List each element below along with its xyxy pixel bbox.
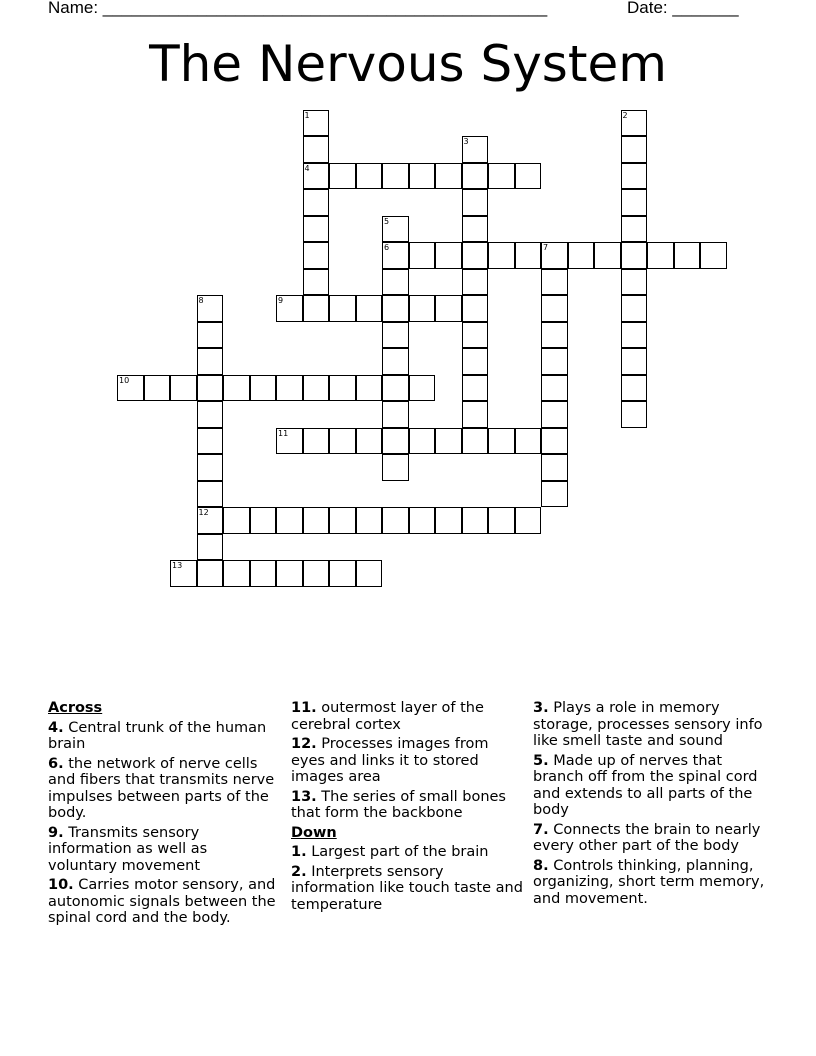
crossword-cell[interactable] bbox=[303, 163, 330, 190]
crossword-cell[interactable] bbox=[223, 507, 250, 534]
clue-number: 3. bbox=[533, 700, 549, 716]
clue-number: 5. bbox=[533, 752, 549, 769]
crossword-cell[interactable] bbox=[621, 242, 648, 269]
crossword-cell[interactable] bbox=[435, 507, 462, 534]
across-clue bbox=[291, 789, 523, 822]
clue-number: 13. bbox=[291, 788, 317, 805]
crossword-cell[interactable] bbox=[303, 560, 330, 587]
across-clue bbox=[291, 700, 523, 733]
date-line: Date: _______ bbox=[627, 0, 739, 17]
crossword-cell[interactable] bbox=[621, 163, 648, 190]
crossword-cell[interactable] bbox=[303, 216, 330, 243]
crossword-cell[interactable] bbox=[382, 428, 409, 455]
clue-number: 1. bbox=[291, 844, 307, 860]
crossword-cell[interactable] bbox=[250, 375, 277, 402]
crossword-cell[interactable] bbox=[435, 428, 462, 455]
crossword-cell[interactable] bbox=[250, 507, 277, 534]
crossword-cell[interactable] bbox=[356, 295, 383, 322]
clue-text: Processes images from eyes and links it to stored images area bbox=[291, 736, 489, 785]
crossword-cell[interactable] bbox=[435, 295, 462, 322]
crossword-cell[interactable] bbox=[462, 507, 489, 534]
crossword-cell[interactable] bbox=[515, 428, 542, 455]
down-clue bbox=[533, 822, 765, 855]
cell-number: 2 bbox=[622, 110, 628, 120]
crossword-cell[interactable] bbox=[488, 428, 515, 455]
crossword-cell[interactable] bbox=[621, 216, 648, 243]
clue-text: Central trunk of the human brain bbox=[48, 719, 267, 752]
crossword-cell[interactable] bbox=[621, 375, 648, 402]
crossword-cell[interactable] bbox=[541, 295, 568, 322]
crossword-cell[interactable] bbox=[382, 269, 409, 296]
crossword-cell[interactable] bbox=[462, 242, 489, 269]
crossword-cell[interactable] bbox=[250, 560, 277, 587]
crossword-cell[interactable] bbox=[356, 507, 383, 534]
crossword-cell[interactable] bbox=[409, 507, 436, 534]
clue-number: 6. bbox=[48, 755, 64, 772]
crossword-cell[interactable] bbox=[674, 242, 701, 269]
crossword-cell[interactable] bbox=[329, 295, 356, 322]
cell-number: 11 bbox=[278, 428, 289, 438]
crossword-cell[interactable] bbox=[541, 481, 568, 508]
clue-number: 4. bbox=[48, 719, 64, 736]
crossword-cell[interactable] bbox=[409, 295, 436, 322]
crossword-cell[interactable] bbox=[356, 163, 383, 190]
down-clue bbox=[533, 753, 765, 819]
crossword-cell[interactable] bbox=[303, 375, 330, 402]
crossword-cell[interactable] bbox=[382, 242, 409, 269]
crossword-cell[interactable] bbox=[409, 242, 436, 269]
crossword-cell[interactable] bbox=[462, 401, 489, 428]
crossword-cell[interactable] bbox=[303, 507, 330, 534]
crossword-cell[interactable] bbox=[382, 507, 409, 534]
crossword-cell[interactable] bbox=[382, 163, 409, 190]
clue-column-1 bbox=[48, 700, 280, 930]
crossword-cell[interactable] bbox=[303, 242, 330, 269]
crossword-cell[interactable] bbox=[568, 242, 595, 269]
clue-number: 8. bbox=[533, 857, 549, 874]
clue-number: 9. bbox=[48, 824, 64, 841]
crossword-cell[interactable] bbox=[382, 401, 409, 428]
crossword-cell[interactable] bbox=[197, 401, 224, 428]
down-clue bbox=[533, 700, 765, 750]
crossword-cell[interactable] bbox=[462, 163, 489, 190]
cell-number: 9 bbox=[278, 296, 284, 305]
clue-number: 10. bbox=[48, 877, 74, 893]
cell-number: 5 bbox=[384, 216, 390, 226]
crossword-cell[interactable] bbox=[515, 242, 542, 269]
crossword-cell[interactable] bbox=[197, 375, 224, 402]
crossword-cell[interactable] bbox=[329, 375, 356, 402]
clue-column-2 bbox=[291, 700, 523, 916]
cell-number: 3 bbox=[463, 137, 469, 146]
clue-text: Controls thinking, planning, organizing, short term memory, and movement. bbox=[533, 857, 765, 907]
crossword-cell[interactable] bbox=[621, 189, 648, 216]
crossword-cell[interactable] bbox=[276, 375, 303, 402]
crossword-cell[interactable] bbox=[117, 375, 144, 402]
crossword-cell[interactable] bbox=[303, 269, 330, 296]
crossword-cell[interactable] bbox=[197, 295, 224, 322]
crossword-cell[interactable] bbox=[197, 322, 224, 349]
crossword-cell[interactable] bbox=[462, 375, 489, 402]
crossword-cell[interactable] bbox=[170, 560, 197, 587]
crossword-cell[interactable] bbox=[197, 507, 224, 534]
crossword-cell[interactable] bbox=[170, 375, 197, 402]
clue-number: 2. bbox=[291, 863, 307, 880]
crossword-cell[interactable] bbox=[621, 295, 648, 322]
crossword-cell[interactable] bbox=[356, 428, 383, 455]
across-clue bbox=[48, 877, 280, 927]
crossword-cell[interactable] bbox=[462, 269, 489, 296]
crossword-cell[interactable] bbox=[303, 110, 330, 137]
crossword-cell[interactable] bbox=[356, 560, 383, 587]
clue-text: the network of nerve cells and fibers that transmits nerve impulses between parts of the body. bbox=[48, 755, 275, 821]
cell-number: 12 bbox=[198, 508, 209, 517]
crossword-cell[interactable] bbox=[541, 348, 568, 375]
crossword-cell[interactable] bbox=[462, 189, 489, 216]
crossword-cell[interactable] bbox=[303, 189, 330, 216]
crossword-cell[interactable] bbox=[197, 481, 224, 508]
crossword-cell[interactable] bbox=[515, 507, 542, 534]
crossword-cell[interactable] bbox=[197, 454, 224, 481]
cell-number: 6 bbox=[384, 243, 390, 252]
crossword-cell[interactable] bbox=[197, 534, 224, 561]
crossword-cell[interactable] bbox=[223, 375, 250, 402]
crossword-cell[interactable] bbox=[329, 560, 356, 587]
crossword-cell[interactable] bbox=[621, 269, 648, 296]
crossword-cell[interactable] bbox=[197, 560, 224, 587]
clue-text: Plays a role in memory storage, processes sensory info like smell taste and sound bbox=[533, 700, 763, 749]
clue-number: 11. bbox=[291, 700, 317, 716]
crossword-cell[interactable] bbox=[409, 428, 436, 455]
crossword-cell[interactable] bbox=[276, 560, 303, 587]
crossword-cell[interactable] bbox=[409, 163, 436, 190]
crossword-cell[interactable] bbox=[435, 242, 462, 269]
name-line: Name: _______________________________________________ bbox=[48, 0, 548, 17]
crossword-cell[interactable] bbox=[462, 295, 489, 322]
crossword-cell[interactable] bbox=[541, 401, 568, 428]
cell-number: 7 bbox=[543, 243, 549, 252]
crossword-cell[interactable] bbox=[329, 428, 356, 455]
cell-number: 1 bbox=[304, 110, 310, 120]
down-heading: Down bbox=[291, 824, 337, 841]
clue-number: 7. bbox=[533, 821, 549, 838]
across-clue bbox=[48, 720, 280, 753]
crossword-cell[interactable] bbox=[647, 242, 674, 269]
crossword-cell[interactable] bbox=[621, 322, 648, 349]
crossword-cell[interactable] bbox=[541, 454, 568, 481]
crossword-cell[interactable] bbox=[409, 375, 436, 402]
crossword-cell[interactable] bbox=[303, 295, 330, 322]
crossword-cell[interactable] bbox=[541, 269, 568, 296]
clue-text: Largest part of the brain bbox=[311, 844, 489, 860]
crossword-cell[interactable] bbox=[223, 560, 250, 587]
crossword-cell[interactable] bbox=[462, 136, 489, 163]
crossword-cell[interactable] bbox=[621, 110, 648, 137]
clue-text: outermost layer of the cerebral cortex bbox=[291, 700, 484, 733]
crossword-cell[interactable] bbox=[197, 428, 224, 455]
clue-text: Made up of nerves that branch off from the spinal cord and extends to all parts of the body bbox=[533, 752, 758, 818]
crossword-cell[interactable] bbox=[382, 375, 409, 402]
cell-number: 4 bbox=[304, 163, 310, 173]
clue-text: Interprets sensory information like touch taste and temperature bbox=[291, 863, 523, 913]
clue-text: Transmits sensory information as well as voluntary movement bbox=[48, 824, 208, 874]
crossword-cell[interactable] bbox=[303, 136, 330, 163]
clue-number: 12. bbox=[291, 736, 317, 752]
crossword-cell[interactable] bbox=[329, 507, 356, 534]
crossword-cell[interactable] bbox=[382, 454, 409, 481]
clue-text: The series of small bones that form the backbone bbox=[291, 788, 506, 821]
crossword-cell[interactable] bbox=[276, 428, 303, 455]
down-clue bbox=[533, 858, 765, 908]
crossword-cell[interactable] bbox=[621, 401, 648, 428]
crossword-cell[interactable] bbox=[541, 428, 568, 455]
crossword-cell[interactable] bbox=[462, 348, 489, 375]
crossword-cell[interactable] bbox=[621, 348, 648, 375]
crossword-cell[interactable] bbox=[382, 295, 409, 322]
crossword-cell[interactable] bbox=[621, 136, 648, 163]
across-clue bbox=[48, 756, 280, 822]
crossword-cell[interactable] bbox=[382, 322, 409, 349]
cell-number: 8 bbox=[198, 296, 204, 305]
clue-text: Connects the brain to nearly every other part of the body bbox=[533, 821, 761, 854]
page-title: The Nervous System bbox=[149, 35, 667, 93]
cell-number: 10 bbox=[119, 375, 130, 385]
crossword-cell[interactable] bbox=[541, 375, 568, 402]
crossword-cell[interactable] bbox=[329, 163, 356, 190]
crossword-cell[interactable] bbox=[356, 375, 383, 402]
crossword-cell[interactable] bbox=[382, 348, 409, 375]
crossword-cell[interactable] bbox=[276, 507, 303, 534]
crossword-cell[interactable] bbox=[488, 163, 515, 190]
across-heading: Across bbox=[48, 700, 103, 716]
crossword-cell[interactable] bbox=[594, 242, 621, 269]
clue-column-3 bbox=[533, 700, 765, 910]
crossword-cell[interactable] bbox=[515, 163, 542, 190]
crossword-cell[interactable] bbox=[462, 216, 489, 243]
crossword-cell[interactable] bbox=[488, 242, 515, 269]
crossword-cell[interactable] bbox=[541, 322, 568, 349]
cell-number: 13 bbox=[172, 561, 183, 570]
down-clue bbox=[291, 864, 523, 914]
crossword-cell[interactable] bbox=[541, 242, 568, 269]
across-clue bbox=[291, 736, 523, 786]
crossword-cell[interactable] bbox=[462, 322, 489, 349]
crossword-cell[interactable] bbox=[144, 375, 171, 402]
crossword-cell[interactable] bbox=[382, 216, 409, 243]
crossword-cell[interactable] bbox=[197, 348, 224, 375]
crossword-cell[interactable] bbox=[700, 242, 727, 269]
crossword-cell[interactable] bbox=[276, 295, 303, 322]
crossword-cell[interactable] bbox=[303, 428, 330, 455]
down-clue bbox=[291, 844, 523, 861]
crossword-cell[interactable] bbox=[435, 163, 462, 190]
across-clue bbox=[48, 825, 280, 875]
crossword-cell[interactable] bbox=[488, 507, 515, 534]
clue-text: Carries motor sensory, and autonomic signals between the spinal cord and the body. bbox=[48, 877, 276, 926]
crossword-cell[interactable] bbox=[462, 428, 489, 455]
